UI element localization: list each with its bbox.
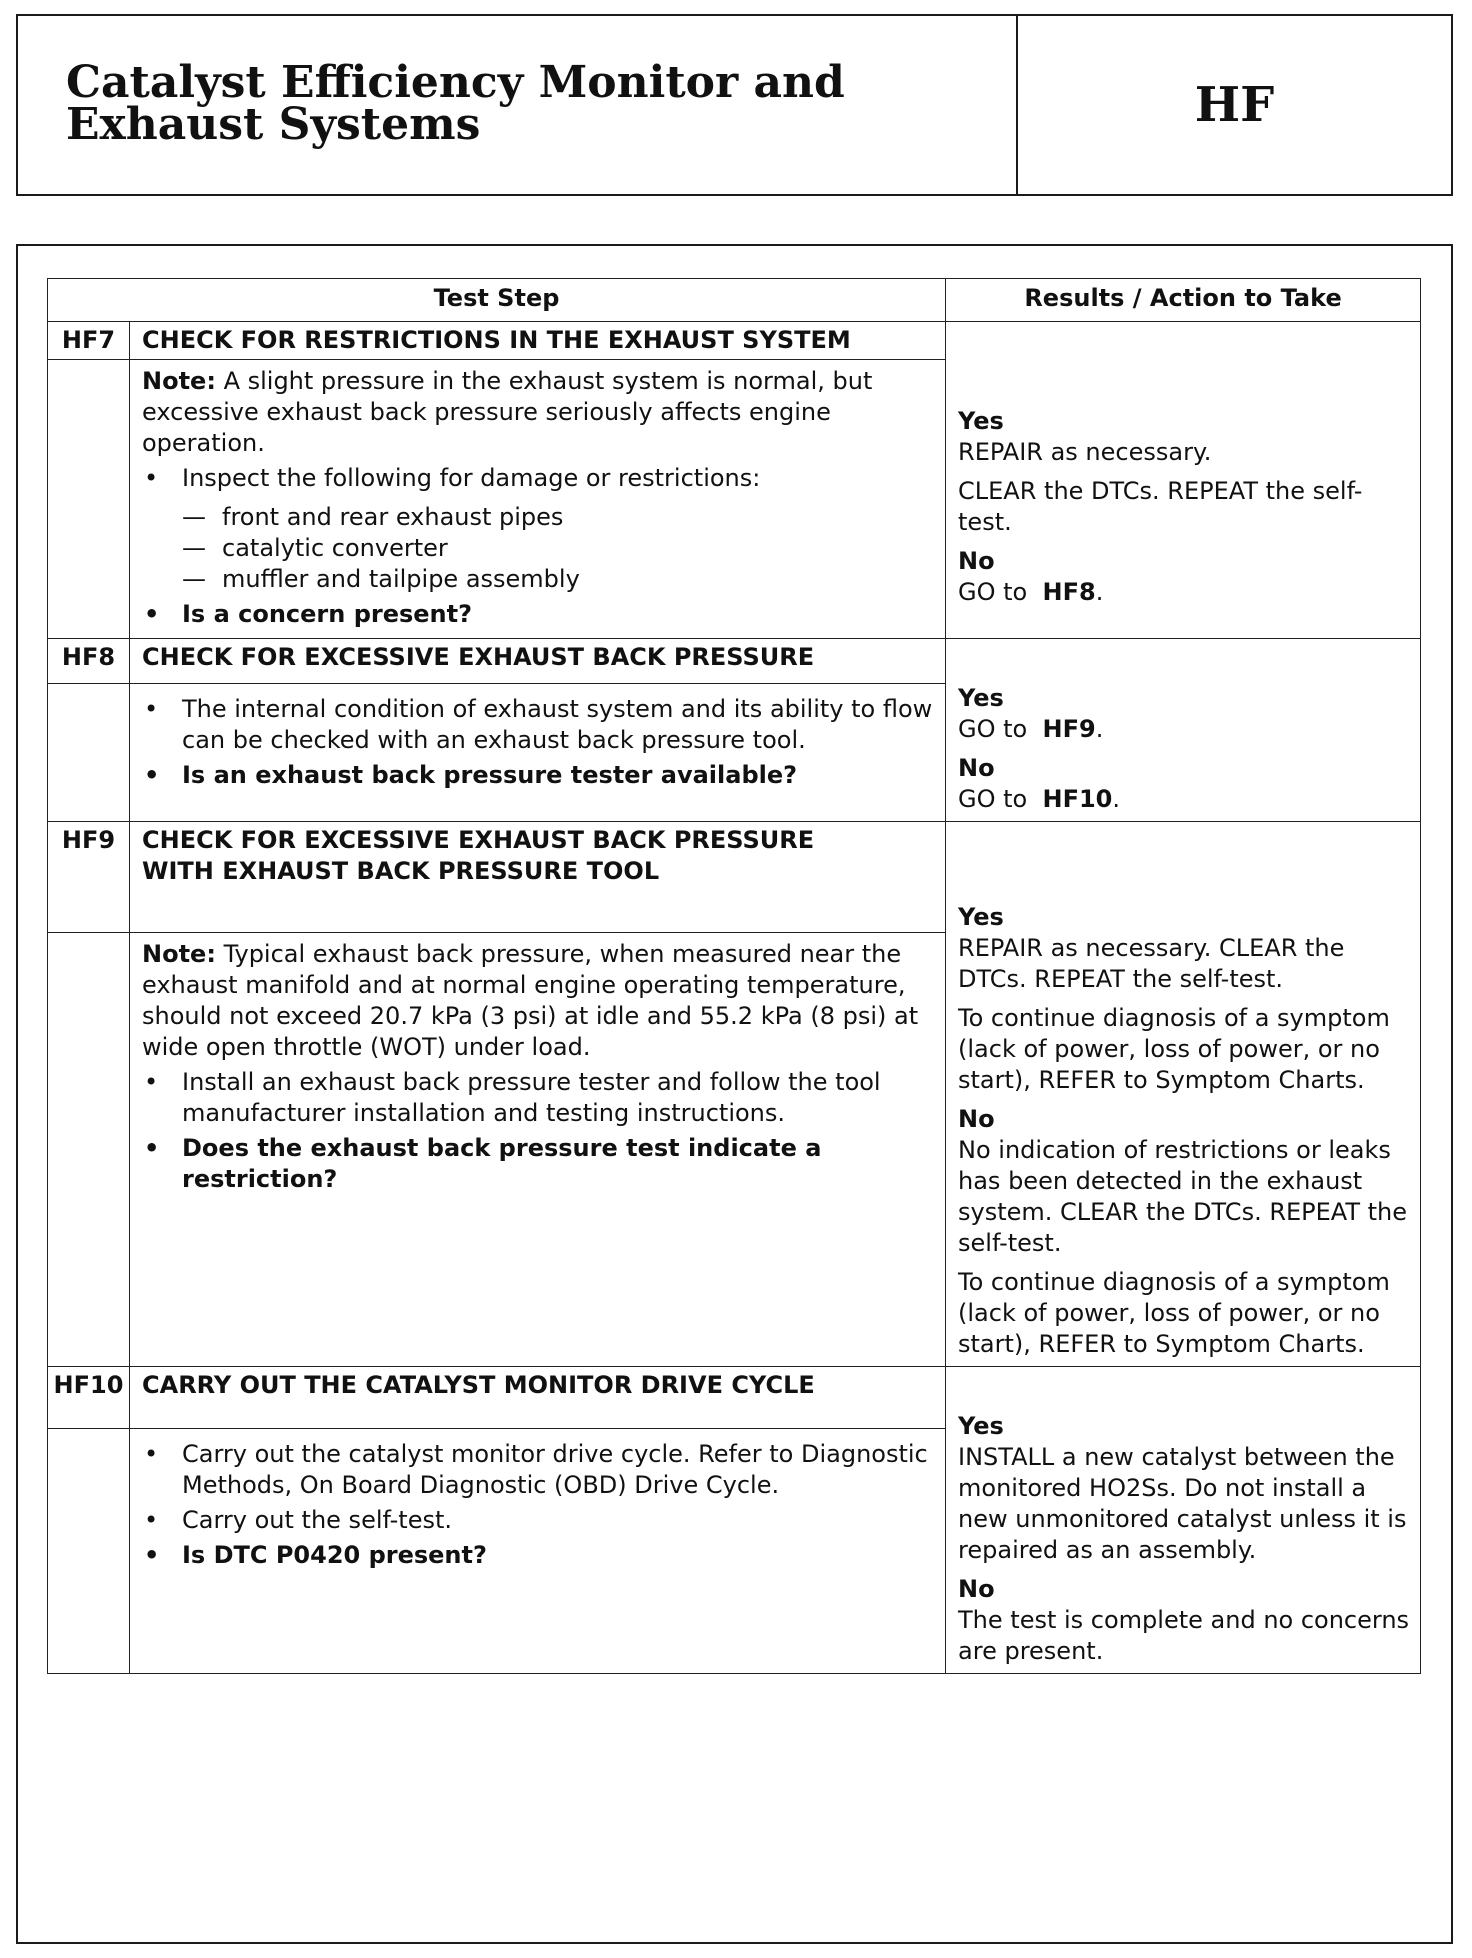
step-body-hf10: [130, 1428, 946, 1673]
test-step-table: [47, 278, 1421, 1674]
step-bullet: • The internal condition of exhaust system and its ability to flow can be checked with an exhaust back pressure tool.: [142, 694, 933, 756]
yes-label: Yes: [958, 684, 1004, 712]
note-label: Note:: [142, 367, 216, 395]
column-header-test-step: Test Step: [48, 279, 946, 322]
step-title-hf10: CARRY OUT THE CATALYST MONITOR DRIVE CYCLE: [130, 1367, 946, 1429]
goto-target: HF9: [1042, 715, 1096, 743]
goto-hf9: [958, 714, 1412, 745]
yes-label: Yes: [958, 407, 1004, 435]
note-text: A slight pressure in the exhaust system is normal, but excessive exhaust back pressure seriously affects engine operation.: [142, 367, 873, 457]
step-id-spacer: [48, 932, 130, 1366]
goto-hf8: [958, 577, 1412, 608]
step-title-row-hf9: [48, 822, 1421, 933]
goto-text: GO to: [958, 578, 1028, 606]
goto-hf10: [958, 784, 1412, 815]
step-note: [142, 366, 933, 459]
page-header: [16, 14, 1453, 196]
step-title-hf9: [130, 822, 946, 933]
step-question: • Does the exhaust back pressure test indicate a restriction?: [142, 1133, 933, 1195]
step-question: • Is an exhaust back pressure tester available?: [142, 760, 933, 791]
step-note: [142, 939, 933, 1063]
step-title-row-hf7: [48, 322, 1421, 360]
step-id-hf9: HF9: [48, 822, 130, 933]
step-results-hf7: [946, 322, 1421, 639]
yes-label: Yes: [958, 1412, 1004, 1440]
result-text: REPAIR as necessary.: [958, 438, 1212, 466]
step-id-spacer: [48, 360, 130, 639]
no-label: No: [958, 1575, 995, 1603]
step-bullet: • Carry out the catalyst monitor drive cycle. Refer to Diagnostic Methods, On Board Diagnostic (OBD) Drive Cycle.: [142, 1439, 933, 1501]
inspection-item: — muffler and tailpipe assembly: [142, 564, 933, 595]
step-bullet: • Install an exhaust back pressure tester and follow the tool manufacturer installation and testing instructions.: [142, 1067, 933, 1129]
step-title-line: WITH EXHAUST BACK PRESSURE TOOL: [142, 857, 660, 885]
table-header-row: [48, 279, 1421, 322]
result-text: INSTALL a new catalyst between the monitored HO2Ss. Do not install a new unmonitored catalyst unless it is repaired as an assembly.: [958, 1443, 1407, 1564]
step-question: • Is DTC P0420 present?: [142, 1540, 933, 1571]
step-body-hf8: [130, 684, 946, 822]
goto-text: GO to: [958, 785, 1028, 813]
no-label: No: [958, 547, 995, 575]
result-text: No indication of restrictions or leaks has been detected in the exhaust system. CLEAR the DTCs. REPEAT the self-test.: [958, 1136, 1408, 1257]
step-id-spacer: [48, 684, 130, 822]
goto-target: HF8: [1042, 578, 1096, 606]
step-question: • Is a concern present?: [142, 599, 933, 630]
step-title-hf8: CHECK FOR EXCESSIVE EXHAUST BACK PRESSURE: [130, 639, 946, 684]
section-code: HF: [1194, 77, 1275, 133]
step-title-row-hf8: [48, 639, 1421, 684]
step-title-row-hf10: [48, 1367, 1421, 1429]
step-results-hf9: [946, 822, 1421, 1367]
goto-target: HF10: [1042, 785, 1113, 813]
step-id-hf8: HF8: [48, 639, 130, 684]
inspection-list: [142, 502, 933, 595]
step-body-hf7: [130, 360, 946, 639]
step-id-hf7: HF7: [48, 322, 130, 360]
step-bullet: • Inspect the following for damage or restrictions:: [142, 463, 933, 494]
step-bullet: • Carry out the self-test.: [142, 1505, 933, 1536]
result-text: To continue diagnosis of a symptom (lack of power, loss of power, or no start), REFER to Symptom Charts.: [958, 1268, 1390, 1358]
step-results-hf10: [946, 1367, 1421, 1674]
step-id-spacer: [48, 1428, 130, 1673]
result-text: To continue diagnosis of a symptom (lack of power, loss of power, or no start), REFER to Symptom Charts.: [958, 1004, 1390, 1094]
step-body-hf9: [130, 932, 946, 1366]
goto-period: .: [1112, 785, 1121, 813]
step-title-hf7: CHECK FOR RESTRICTIONS IN THE EXHAUST SYSTEM: [130, 322, 946, 360]
column-header-results: Results / Action to Take: [946, 279, 1421, 322]
page-title: Catalyst Efficiency Monitor and Exhaust Systems: [18, 16, 1018, 194]
result-text: The test is complete and no concerns are present.: [958, 1606, 1410, 1665]
goto-period: .: [1095, 715, 1104, 743]
note-text: Typical exhaust back pressure, when measured near the exhaust manifold and at normal engine operating temperature, should not exceed 20.7 kPa (3 psi) at idle and 55.2 kPa (8 psi) at wide open throttle (WOT) under load.: [142, 939, 919, 1061]
inspection-item: — catalytic converter: [142, 533, 933, 564]
step-results-hf8: [946, 639, 1421, 822]
goto-period: .: [1095, 578, 1104, 606]
step-id-hf10: HF10: [48, 1367, 130, 1429]
result-text: REPAIR as necessary. CLEAR the DTCs. REPEAT the self-test.: [958, 934, 1345, 993]
note-label: Note:: [142, 939, 216, 968]
yes-label: Yes: [958, 903, 1004, 931]
no-label: No: [958, 754, 995, 782]
goto-text: GO to: [958, 715, 1028, 743]
step-title-line: CHECK FOR EXCESSIVE EXHAUST BACK PRESSURE: [142, 826, 815, 854]
no-label: No: [958, 1105, 995, 1133]
result-text: CLEAR the DTCs. REPEAT the self-test.: [958, 477, 1363, 536]
inspection-item: — front and rear exhaust pipes: [142, 502, 933, 533]
